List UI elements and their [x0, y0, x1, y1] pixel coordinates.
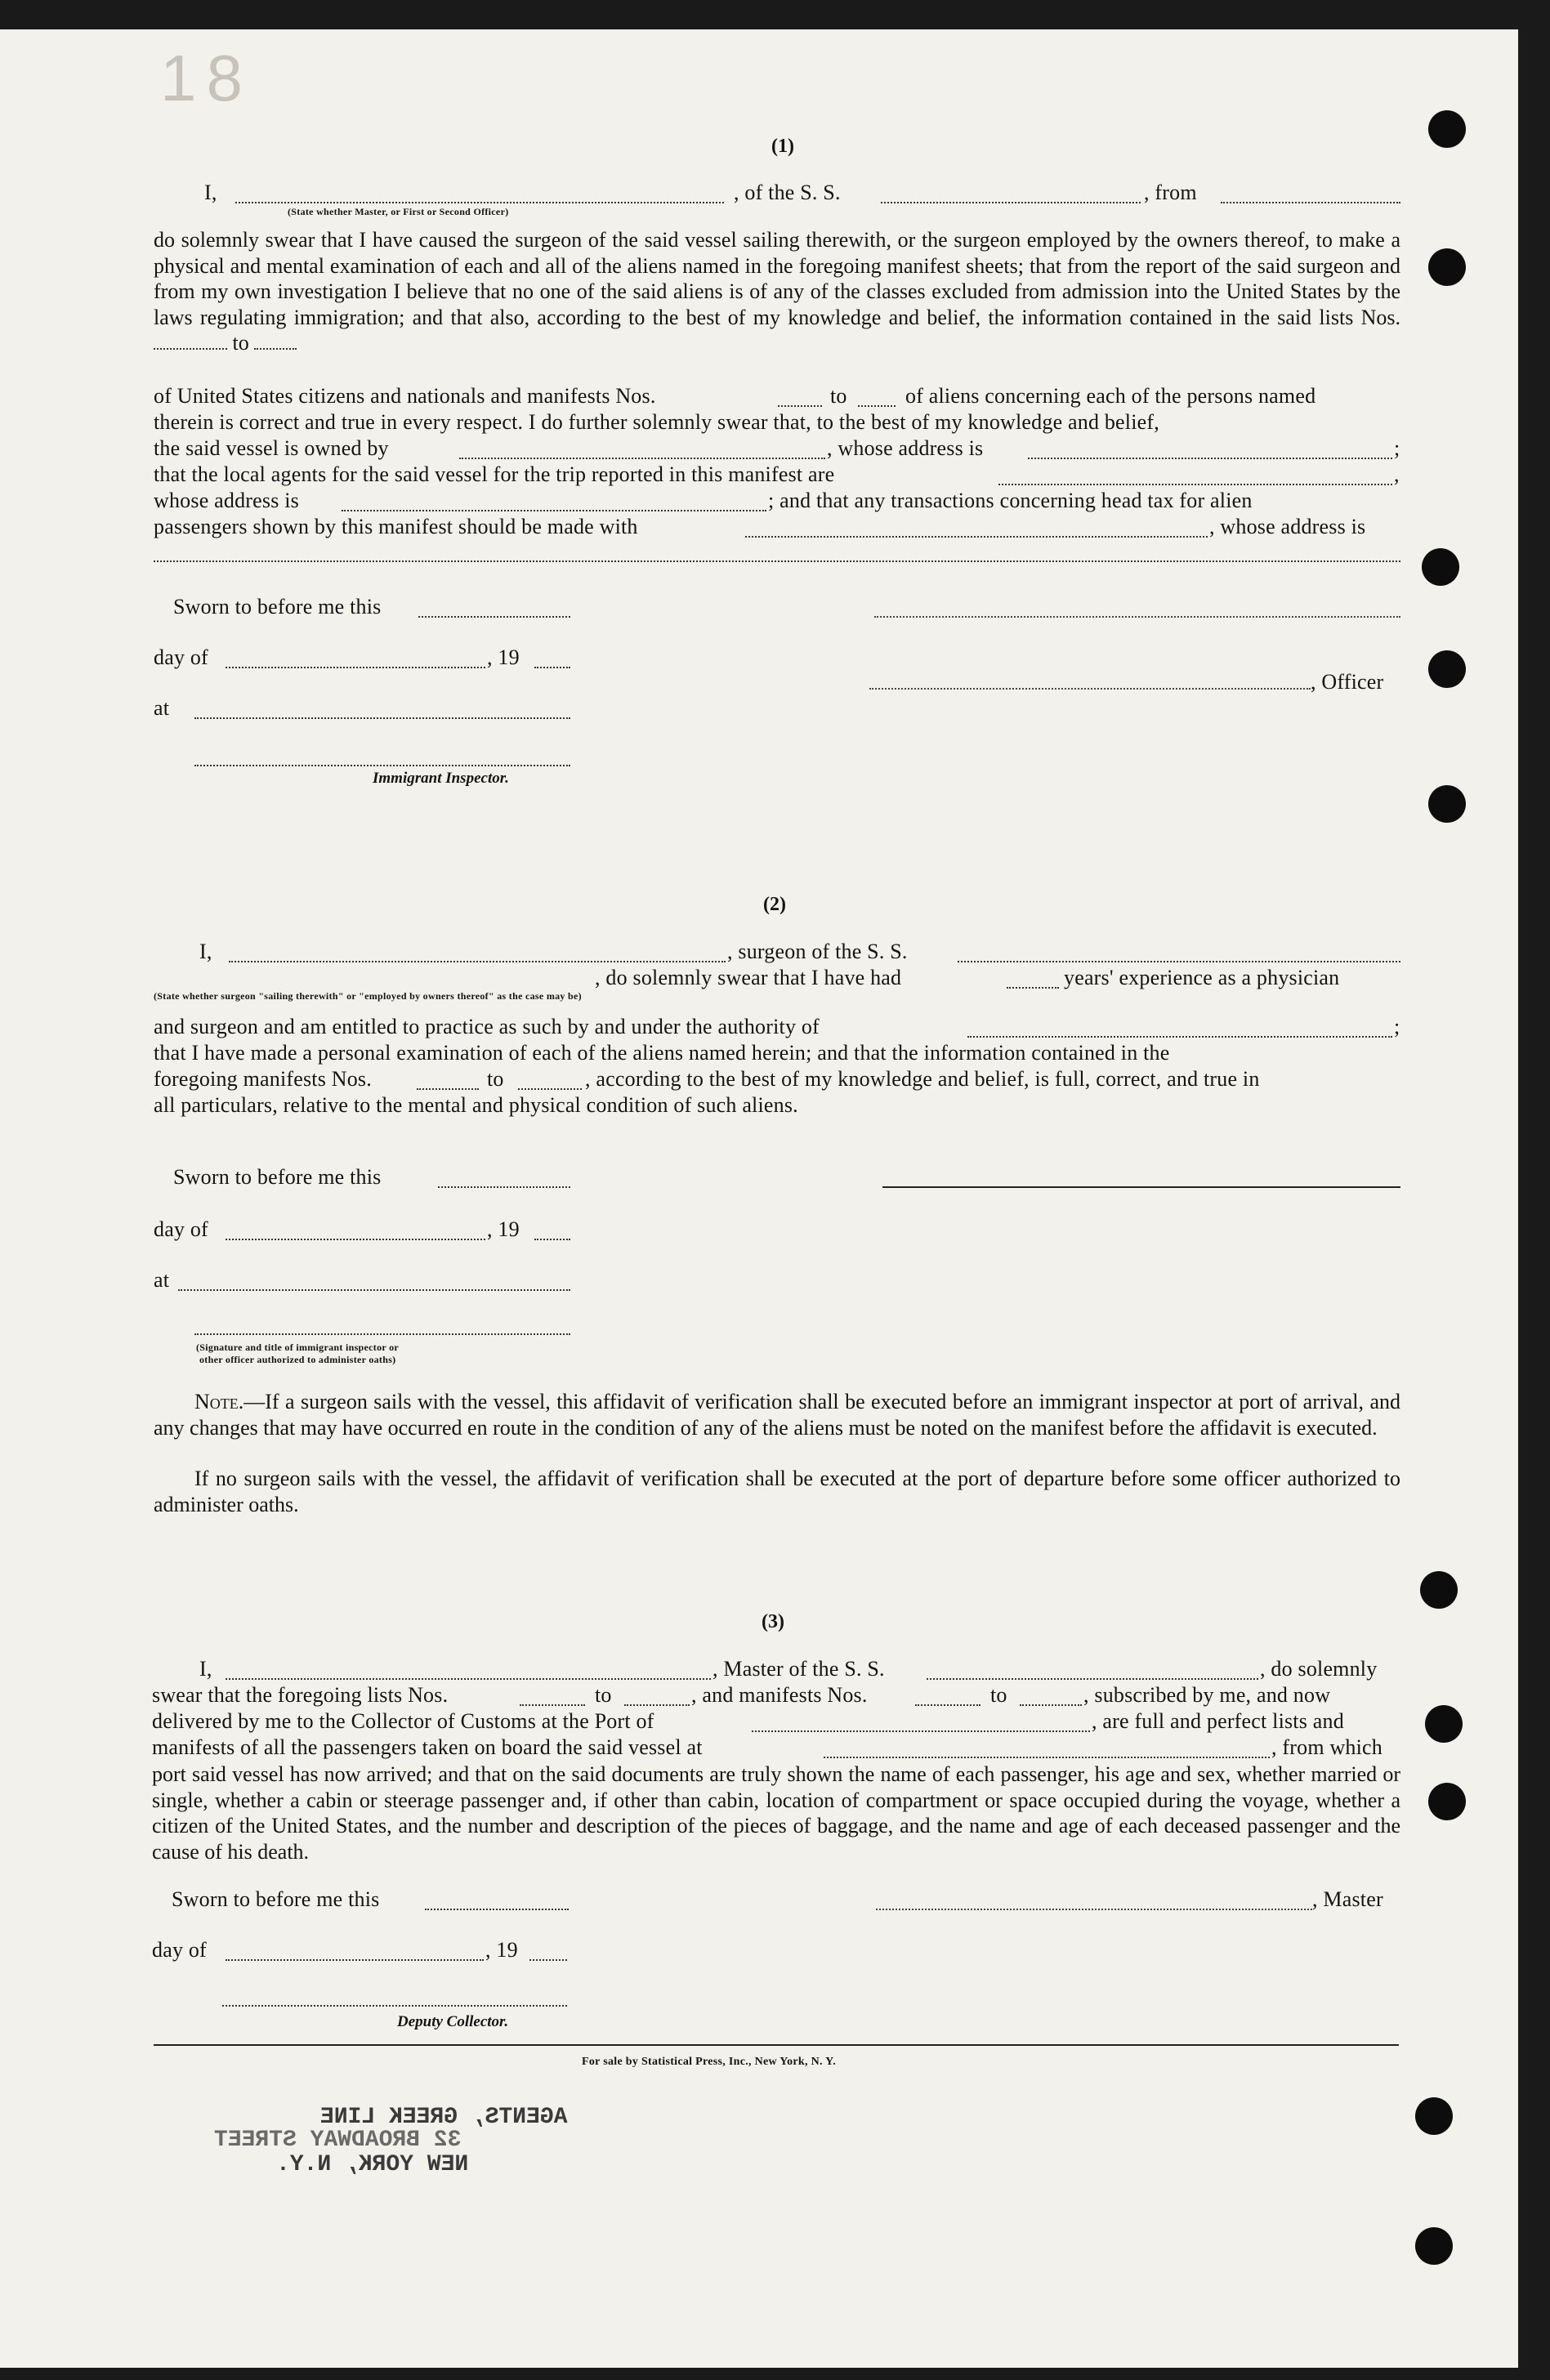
stamp-line-1: AGENTS, GREEK LINE	[320, 2105, 568, 2130]
s2-manifest-from-field[interactable]	[417, 1088, 479, 1090]
s1-owner-field[interactable]	[459, 458, 825, 459]
section-1-heading: (1)	[771, 136, 794, 157]
s1-officer-label: , Officer	[1311, 670, 1384, 694]
s2-swear: , do solemnly swear that I have had	[595, 966, 902, 989]
s2-place-field[interactable]	[178, 1289, 570, 1291]
s3-vessel-field[interactable]	[927, 1678, 1258, 1680]
s1-l4a: the said vessel is owned by	[154, 436, 389, 460]
s1-caption: (State whether Master, or First or Second Officer)	[288, 206, 509, 217]
s3-solemnly: , do solemnly	[1260, 1657, 1378, 1681]
s1-at: at	[154, 696, 170, 720]
s3-i: I,	[199, 1657, 212, 1681]
s2-l5c: , according to the best of my knowledge and belief, is full, correct, and true in	[585, 1067, 1260, 1091]
corner-number: 18	[160, 42, 252, 114]
note-paragraph-1: Note.—If a surgeon sails with the vessel, this affidavit of verification shall be executed before an immigrant inspector at port of arrival, and any changes that may have occurred en route in the condition of any of the aliens must be noted on the manifest before the affidavit is executed.	[154, 1390, 1400, 1440]
s3-deputy-signature-line[interactable]	[222, 2005, 567, 2007]
s3-l3a: delivered by me to the Collector of Customs at the Port of	[152, 1709, 654, 1733]
s1-i: I,	[204, 181, 217, 204]
s2-l3a: and surgeon and am entitled to practice as such by and under the authority of	[154, 1015, 820, 1038]
s1-sworn: Sworn to before me this	[173, 595, 382, 618]
s3-deputy-label: Deputy Collector.	[397, 2013, 509, 2030]
printer-footer: For sale by Statistical Press, Inc., New York, N. Y.	[582, 2056, 837, 2068]
s3-sworn: Sworn to before me this	[172, 1887, 380, 1911]
s1-headtax-address-field[interactable]	[154, 560, 1400, 562]
s3-body: port said vessel has now arrived; and that on the said documents are truly shown the name of each passenger, his age and sex, whether married or single, whether a cabin or steerage passenger and, if other than cabin, location of compartment or space occupied during the voyage, whether a citizen of the United States, and the number and description of the pieces of baggage, and the name and age of each deceased passenger and the cause of his death.	[152, 1762, 1400, 1864]
punch-hole	[1428, 1783, 1466, 1820]
punch-hole	[1415, 2227, 1453, 2265]
s1-l3: therein is correct and true in every respect. I do further solemnly swear that, to the best of my knowledge and belief,	[154, 410, 1159, 434]
punch-hole	[1428, 248, 1466, 286]
note-label: Note.	[194, 1390, 244, 1413]
s3-manifests-from-field[interactable]	[915, 1704, 980, 1706]
s1-day-of: day of	[154, 645, 208, 669]
s3-l4b: , from which	[1271, 1735, 1382, 1759]
s2-sig-caption-2: other officer authorized to administer oaths)	[199, 1354, 396, 1365]
s2-year-field[interactable]	[534, 1239, 570, 1240]
s1-l6b: ; and that any transactions concerning head tax for alien	[768, 489, 1253, 512]
s2-years-label: years' experience as a physician	[1064, 966, 1340, 989]
s1-of-ss: , of the S. S.	[734, 181, 841, 204]
s1-manifest-from-field[interactable]	[778, 405, 822, 407]
s3-master-of: , Master of the S. S.	[712, 1657, 885, 1681]
s1-owner-address-field[interactable]	[1028, 458, 1392, 459]
s3-embark-field[interactable]	[824, 1757, 1270, 1758]
s3-day-of: day of	[152, 1938, 207, 1962]
s1-l2a: of United States citizens and nationals and manifests Nos.	[154, 384, 656, 408]
s1-l2c: of aliens concerning each of the persons named	[905, 384, 1316, 408]
s1-manifest-to-field[interactable]	[858, 405, 896, 407]
s2-authority-field[interactable]	[967, 1036, 1392, 1038]
s1-l5a: that the local agents for the said vessel for the trip reported in this manifest are	[154, 462, 835, 486]
section-3-heading: (3)	[762, 1611, 784, 1632]
punch-hole	[1428, 785, 1466, 823]
s3-l2c: , and manifests Nos.	[691, 1683, 868, 1707]
s2-surgeon-of: , surgeon of the S. S.	[727, 940, 908, 963]
s1-l4b: , whose address is	[827, 436, 984, 460]
footer-rule	[154, 2044, 1399, 2046]
s3-l3b: , are full and perfect lists and	[1092, 1709, 1344, 1733]
punch-hole	[1415, 2097, 1453, 2135]
s3-master-label: , Master	[1312, 1887, 1383, 1911]
s2-l6: all particulars, relative to the mental and physical condition of such aliens.	[154, 1093, 798, 1117]
s2-surgeon-field[interactable]	[229, 961, 726, 962]
s1-officer-title-line[interactable]	[869, 688, 1311, 690]
s2-at: at	[154, 1268, 170, 1292]
stamp-line-3: NEW YORK, N.Y.	[276, 2152, 469, 2177]
s1-from-field[interactable]	[1221, 202, 1400, 203]
s2-l5a: foregoing manifests Nos.	[154, 1067, 372, 1091]
s1-month-field[interactable]	[226, 667, 485, 668]
s2-sig-caption-1: (Signature and title of immigrant inspector or	[196, 1342, 400, 1353]
s3-lists-from-field[interactable]	[520, 1704, 585, 1706]
s1-l7b: , whose address is	[1209, 515, 1366, 538]
s3-month-field[interactable]	[226, 1959, 484, 1961]
s3-l4a: manifests of all the passengers taken on board the said vessel at	[152, 1735, 703, 1759]
s1-master-field[interactable]	[235, 202, 724, 203]
s3-l2a: swear that the foregoing lists Nos.	[152, 1683, 449, 1707]
s1-body: do solemnly swear that I have caused the surgeon of the said vessel sailing therewith, or the surgeon employed by the owners thereof, to make a physical and mental examination of each and all of the aliens named in the foregoing manifest sheets; that from the report of the said surgeon and from my own investigation I believe that no one of the said aliens is of any of the classes excluded from admission into the United States by the laws regulating immigration; and that also, according to the best of my knowledge and belief, the information contained in the said lists Nos. to	[154, 228, 1400, 355]
punch-hole	[1422, 548, 1459, 586]
s1-l2b: to	[830, 384, 847, 408]
punch-hole	[1420, 1571, 1458, 1609]
s1-inspector-signature-line[interactable]	[194, 765, 570, 766]
s3-lists-to-field[interactable]	[624, 1704, 690, 1706]
s2-manifest-to-field[interactable]	[518, 1088, 582, 1090]
s2-sworn: Sworn to before me this	[173, 1165, 382, 1189]
s2-caption: (State whether surgeon "sailing therewith" or "employed by owners thereof" as the case may be)	[154, 990, 582, 1002]
s2-inspector-signature-line[interactable]	[194, 1333, 570, 1335]
s3-l2e: , subscribed by me, and now	[1083, 1683, 1331, 1707]
s1-sworn-day-field[interactable]	[418, 616, 570, 618]
s3-year-field[interactable]	[529, 1959, 567, 1961]
s3-manifests-to-field[interactable]	[1020, 1704, 1082, 1706]
stamp-line-2: 32 BROADWAY STREET	[214, 2128, 462, 2153]
s1-l7a: passengers shown by this manifest should be made with	[154, 515, 638, 538]
s2-month-field[interactable]	[226, 1239, 485, 1240]
s1-officer-signature-line[interactable]	[874, 616, 1400, 618]
s3-master-field[interactable]	[226, 1678, 711, 1680]
section-2-heading: (2)	[763, 894, 786, 915]
s2-surgeon-signature-line[interactable]	[882, 1186, 1400, 1188]
note-paragraph-2: If no surgeon sails with the vessel, the affidavit of verification shall be executed at the port of departure before some officer authorized to administer oaths.	[154, 1467, 1400, 1516]
s1-agents-address-field[interactable]	[342, 510, 766, 511]
s1-inspector-label: Immigrant Inspector.	[373, 770, 509, 787]
manifest-page: 18 (1) I, , of the S. S. , from (State whether Master, or First or Second Officer) do solemnly swear that I have caused the surgeon of the said vessel sailing therewith, or the surgeon employed by the owners thereof, to make a physical and mental examination of each and all of the aliens named in the foregoing manifest sheets; that from the report of the said surgeon and from my own investigation I believe that no one of the said aliens is of any of the classes excluded from admission into the United States by the laws regulating immigration; and that also, according to the best of my knowledge and belief, the information contained in the said lists Nos. to of United States citizens and nationals and manifests Nos. to of aliens concerning each of the persons named therein is correct and true in every respect. I do further solemnly swear that, to the best of my knowledge and belief, the said vessel is owned by , whose address is ; that the local agents for the said vessel for the trip reported in this manifest are , whose address is ; and that any transactions concerning head tax for alien passengers shown by this manifest should be made with , whose address is Sworn to before me this day of , 19 , Officer at Immigrant Inspector. (2) I, , surgeon of the S. S. (State whether surgeon "sailing therewith" or "employed by owners thereof" as the case may be) , do solemnly swear that I have had years' experience as a physician and surgeon and am entitled to practice as such by and under the authority of ; that I have made a personal examination of each of the aliens named herein; and that the information contained in the foregoing manifests Nos. to , according to the best of my knowledge and belief, is full, correct, and true in all particulars, relative to the mental and physical condition of such aliens. Sworn to before me this day of , 19 at (Signature and title of immigrant inspector or other officer authorized to administer oaths) Note.—If a surgeon sails with the vessel, this affidavit of verification shall be executed before an immigrant inspector at port of arrival, and any changes that may have occurred en route in the condition of any of the aliens must be noted on the manifest before the affidavit is executed. If no surgeon sails with the vessel, the affidavit of verification shall be executed at the port of departure before some officer authorized to administer oaths. (3) I, , Master of the S. S. , do solemnly swear that the foregoing lists Nos. to , and manifests Nos. to , subscribed by me, and now delivered by me to the Collector of Customs at the Port of , are full and perfect lists and manifests of all the passengers taken on board the said vessel at , from which port said vessel has now arrived; and that on the said documents are truly shown the name of each passenger, his age and sex, whether married or single, whether a cabin or steerage passenger and, if other than cabin, location of compartment or space occupied during the voyage, whether a citizen of the United States, and the number and description of the pieces of baggage, and the name and age of each deceased passenger and the cause of his death. Sworn to before me this , Master day of , 19 Deputy Collector. For sale by Statistical Press, Inc., New York, N. Y. AGENTS, GREEK LINE 32 BROADWAY STREET NEW YORK, N.Y.	[0, 29, 1518, 2368]
s1-year-field[interactable]	[534, 667, 570, 668]
s3-port-field[interactable]	[752, 1730, 1090, 1732]
s2-day-of: day of	[154, 1217, 208, 1241]
s1-vessel-field[interactable]	[881, 202, 1141, 203]
s2-vessel-field[interactable]	[958, 961, 1400, 962]
punch-hole	[1428, 110, 1466, 148]
s2-years-field[interactable]	[1007, 987, 1059, 989]
s2-l4: that I have made a personal examination of each of the aliens named herein; and that the information contained in the	[154, 1041, 1170, 1065]
s3-sworn-day-field[interactable]	[425, 1909, 569, 1910]
s1-agents-field[interactable]	[998, 484, 1392, 485]
punch-hole	[1428, 650, 1466, 688]
s2-i: I,	[199, 940, 212, 963]
s1-l6a: whose address is	[154, 489, 299, 512]
s3-master-signature-line[interactable]	[876, 1909, 1312, 1910]
punch-hole	[1425, 1705, 1463, 1743]
s2-sworn-day-field[interactable]	[438, 1186, 570, 1188]
s1-place-field[interactable]	[194, 717, 570, 719]
s1-headtax-field[interactable]	[745, 536, 1208, 538]
s1-from: , from	[1144, 181, 1197, 204]
